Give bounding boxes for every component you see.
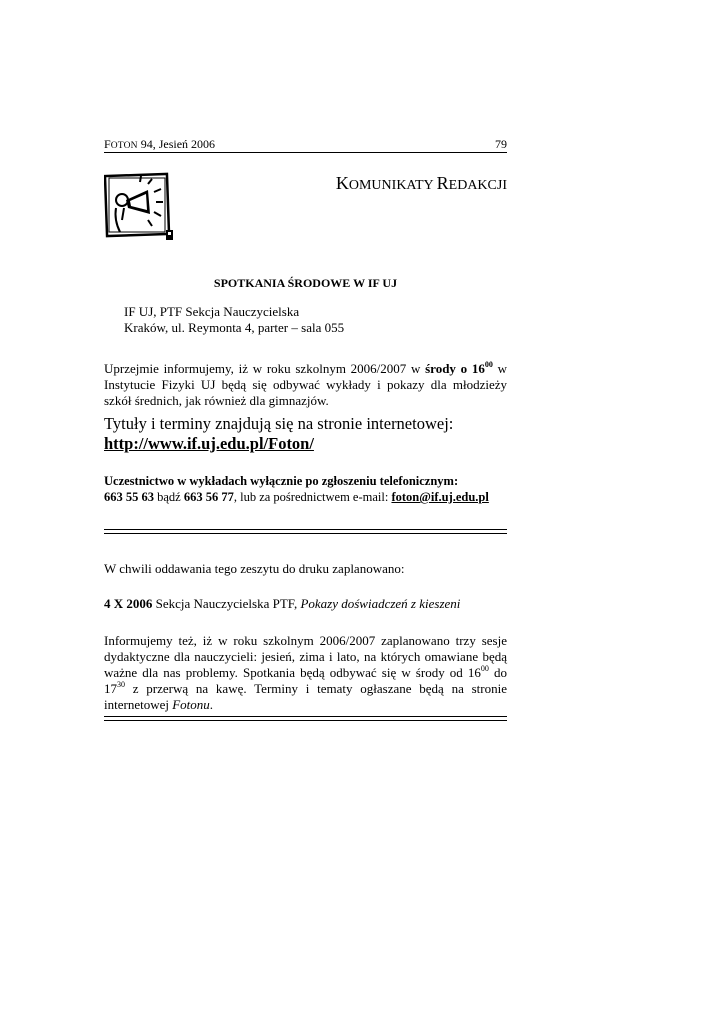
- topics-line: Tytuły i terminy znajdują się na stronie internetowej:: [104, 414, 454, 433]
- participation-block: [104, 473, 507, 505]
- teachers-text-1: Informujemy też, iż w roku szkolnym 2006/2007 zaplanowano trzy sesje dydaktyczne dla nauczycieli: jesień, zima i lato, na których omawiane będą ważne dla nas problemy. Spotkania będą odbywać się w środy od 16: [104, 633, 507, 680]
- section-title-rest-1: OMUNIKATY: [348, 178, 437, 193]
- foton-website-name: Fotonu: [172, 697, 210, 712]
- planned-intro: W chwili oddawania tego zeszytu do druku zaplanowano:: [104, 561, 405, 576]
- megaphone-icon: [104, 170, 178, 244]
- intro-days: środy o 16: [425, 361, 485, 376]
- event-date: 4 X 2006: [104, 596, 153, 611]
- or-text: bądź: [154, 490, 184, 504]
- intro-text-2: w Instytucie Fizyki UJ będą się odbywać wykłady i pokazy dla młodzieży szkół średnich, jak również dla gimnazjów.: [104, 361, 508, 408]
- section-title-initial-1: K: [335, 173, 349, 193]
- intro-text-1: Uprzejmie informujemy, iż w roku szkolnym 2006/2007 w: [104, 361, 426, 376]
- teachers-text-end: .: [209, 697, 214, 712]
- teachers-text-3: z przerwą na kawę. Terminy i tematy ogłaszane będą na stronie internetowej: [104, 681, 507, 712]
- topics-block: [104, 414, 453, 454]
- double-rule-1: [104, 529, 507, 534]
- topics-url-link[interactable]: http://www.if.uj.edu.pl/Foton/: [104, 434, 314, 453]
- section-title: [336, 173, 507, 196]
- intro-paragraph: [104, 361, 507, 409]
- journal-rest: OTON: [110, 141, 138, 151]
- section-title-rest-2: EDAKCJI: [448, 178, 507, 193]
- journal-initial: F: [104, 137, 111, 151]
- event-organizer: Sekcja Nauczycielska PTF,: [152, 596, 301, 611]
- address-line-2: Kraków, ul. Reymonta 4, parter – sala 055: [124, 320, 345, 335]
- time-end-sup: 30: [117, 679, 125, 689]
- address-line-1: IF UJ, PTF Sekcja Nauczycielska: [124, 304, 300, 319]
- email-intro-text: , lub za pośrednictwem e-mail:: [233, 490, 392, 504]
- meeting-title: SPOTKANIA ŚRODOWE W IF UJ: [213, 276, 398, 290]
- header-rule: [104, 152, 507, 153]
- intro-days-sup: 00: [484, 359, 493, 369]
- planned-event: [104, 596, 507, 612]
- teachers-paragraph: [104, 633, 507, 713]
- event-title: Pokazy doświadczeń z kieszeni: [300, 596, 461, 611]
- double-rule-2: [104, 716, 507, 721]
- participation-contacts: [104, 489, 507, 505]
- meeting-address: [124, 304, 344, 336]
- section-title-initial-2: R: [436, 173, 449, 193]
- time-start-sup: 00: [480, 663, 489, 673]
- phone-2: 663 56 77: [183, 490, 234, 504]
- teachers-text-2: do 17: [104, 665, 508, 696]
- participation-line: Uczestnictwo w wykładach wyłącznie po zgłoszeniu telefonicznym:: [104, 474, 459, 488]
- page-number: 79: [495, 137, 507, 151]
- phone-1: 663 55 63: [104, 490, 154, 504]
- email-link[interactable]: foton@if.uj.edu.pl: [391, 490, 489, 504]
- issue-label: 94, Jesień 2006: [137, 137, 216, 151]
- running-header-journal: [104, 137, 215, 153]
